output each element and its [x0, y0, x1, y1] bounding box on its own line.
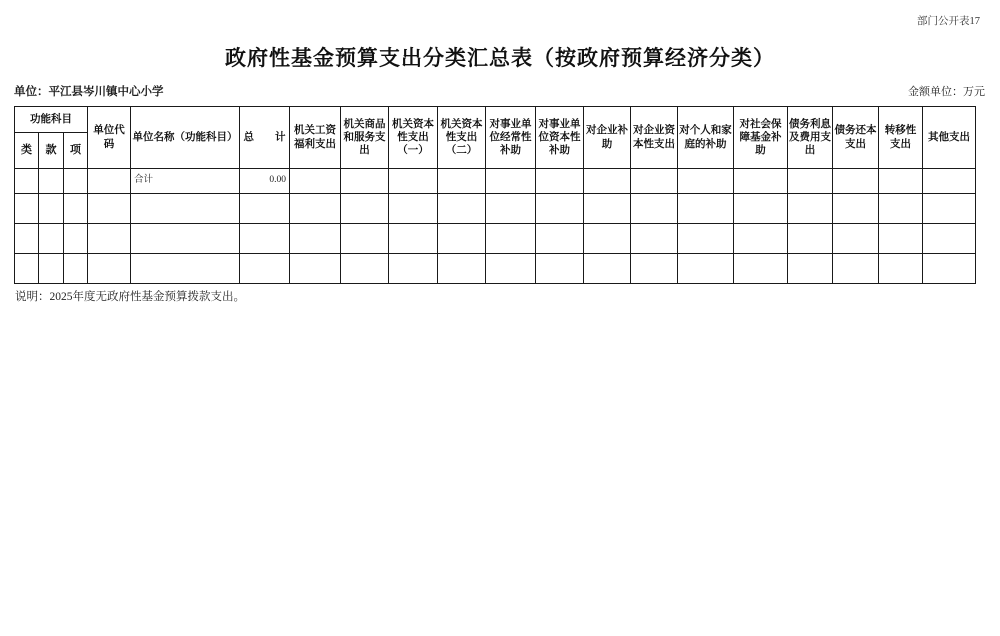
body-cell [341, 224, 389, 254]
body-cell [879, 224, 923, 254]
body-cell [486, 254, 536, 284]
body-cell: 0.00 [240, 169, 290, 194]
header-cell: 机关资本性支出（一） [389, 107, 438, 169]
body-cell: 合计 [131, 169, 240, 194]
body-cell [734, 224, 788, 254]
body-cell [15, 254, 39, 284]
body-cell [734, 169, 788, 194]
body-cell [39, 254, 64, 284]
body-cell [88, 254, 131, 284]
body-cell [584, 169, 631, 194]
header-cell: 转移性支出 [879, 107, 923, 169]
body-cell [438, 169, 486, 194]
body-cell [486, 224, 536, 254]
table-row [15, 224, 976, 254]
header-cell: 对事业单位资本性补助 [536, 107, 584, 169]
body-cell [833, 194, 879, 224]
body-cell [240, 194, 290, 224]
body-cell [88, 224, 131, 254]
body-cell [788, 254, 833, 284]
header-cell: 总 计 [240, 107, 290, 169]
body-cell [923, 254, 976, 284]
body-cell [64, 169, 88, 194]
body-cell [88, 169, 131, 194]
body-cell [64, 194, 88, 224]
body-cell [240, 254, 290, 284]
body-cell [39, 169, 64, 194]
doc-table-label: 部门公开表17 [917, 16, 980, 27]
meta-row [14, 83, 985, 99]
body-cell [734, 194, 788, 224]
body-cell [438, 254, 486, 284]
header-cell: 债务利息及费用支出 [788, 107, 833, 169]
table-body [15, 169, 976, 284]
body-cell [879, 169, 923, 194]
body-cell [290, 194, 341, 224]
header-cell: 对社会保障基金补助 [734, 107, 788, 169]
header-subcell: 款 [39, 133, 64, 169]
unit-name: 单位：平江县岑川镇中心小学 [14, 86, 164, 98]
body-cell [734, 254, 788, 284]
page-title: 政府性基金预算支出分类汇总表（按政府预算经济分类） [225, 47, 775, 70]
body-cell [131, 194, 240, 224]
header-cell: 单位名称（功能科目） [131, 107, 240, 169]
body-cell [64, 254, 88, 284]
header-function-group: 功能科目 [15, 107, 88, 133]
body-cell [879, 194, 923, 224]
body-cell [290, 254, 341, 284]
body-cell [536, 224, 584, 254]
body-cell [833, 169, 879, 194]
body-cell [678, 254, 734, 284]
body-cell [584, 254, 631, 284]
body-cell [678, 194, 734, 224]
body-cell [131, 224, 240, 254]
body-cell [131, 254, 240, 284]
table-row [15, 194, 976, 224]
body-cell [788, 224, 833, 254]
body-cell [536, 194, 584, 224]
header-subcell: 项 [64, 133, 88, 169]
body-cell [536, 254, 584, 284]
body-cell [341, 194, 389, 224]
body-cell [536, 169, 584, 194]
header-cell: 债务还本支出 [833, 107, 879, 169]
budget-table [14, 106, 976, 284]
body-cell [631, 194, 678, 224]
header-cell: 单位代码 [88, 107, 131, 169]
body-cell [678, 224, 734, 254]
body-cell [341, 254, 389, 284]
body-cell [389, 254, 438, 284]
body-cell [923, 169, 976, 194]
table-header [15, 107, 976, 169]
header-cell: 对企业资本性支出 [631, 107, 678, 169]
body-cell [584, 194, 631, 224]
body-cell [341, 169, 389, 194]
body-cell [833, 224, 879, 254]
header-cell: 对个人和家庭的补助 [678, 107, 734, 169]
header-cell: 机关资本性支出（二） [438, 107, 486, 169]
body-cell [923, 224, 976, 254]
body-cell [389, 194, 438, 224]
body-cell [15, 224, 39, 254]
body-cell [584, 224, 631, 254]
body-cell [389, 169, 438, 194]
body-cell [631, 224, 678, 254]
note: 说明：2025年度无政府性基金预算拨款支出。 [15, 291, 245, 303]
header-cell: 机关工资福利支出 [290, 107, 341, 169]
body-cell [879, 254, 923, 284]
header-cell: 机关商品和服务支出 [341, 107, 389, 169]
body-cell [15, 169, 39, 194]
body-cell [788, 194, 833, 224]
body-cell [486, 194, 536, 224]
body-cell [438, 224, 486, 254]
header-cell: 对事业单位经常性补助 [486, 107, 536, 169]
body-cell [788, 169, 833, 194]
header-subcell: 类 [15, 133, 39, 169]
body-cell [290, 169, 341, 194]
amount-unit: 金额单位：万元 [908, 86, 985, 98]
body-cell [438, 194, 486, 224]
table-row [15, 254, 976, 284]
header-cell: 对企业补助 [584, 107, 631, 169]
body-cell [15, 194, 39, 224]
body-cell [64, 224, 88, 254]
body-cell [631, 169, 678, 194]
body-cell [290, 224, 341, 254]
table-row [15, 169, 976, 194]
body-cell [631, 254, 678, 284]
body-cell [389, 224, 438, 254]
body-cell [678, 169, 734, 194]
body-cell [833, 254, 879, 284]
body-cell [39, 224, 64, 254]
body-cell [486, 169, 536, 194]
body-cell [923, 194, 976, 224]
header-cell: 其他支出 [923, 107, 976, 169]
body-cell [240, 224, 290, 254]
body-cell [88, 194, 131, 224]
body-cell [39, 194, 64, 224]
